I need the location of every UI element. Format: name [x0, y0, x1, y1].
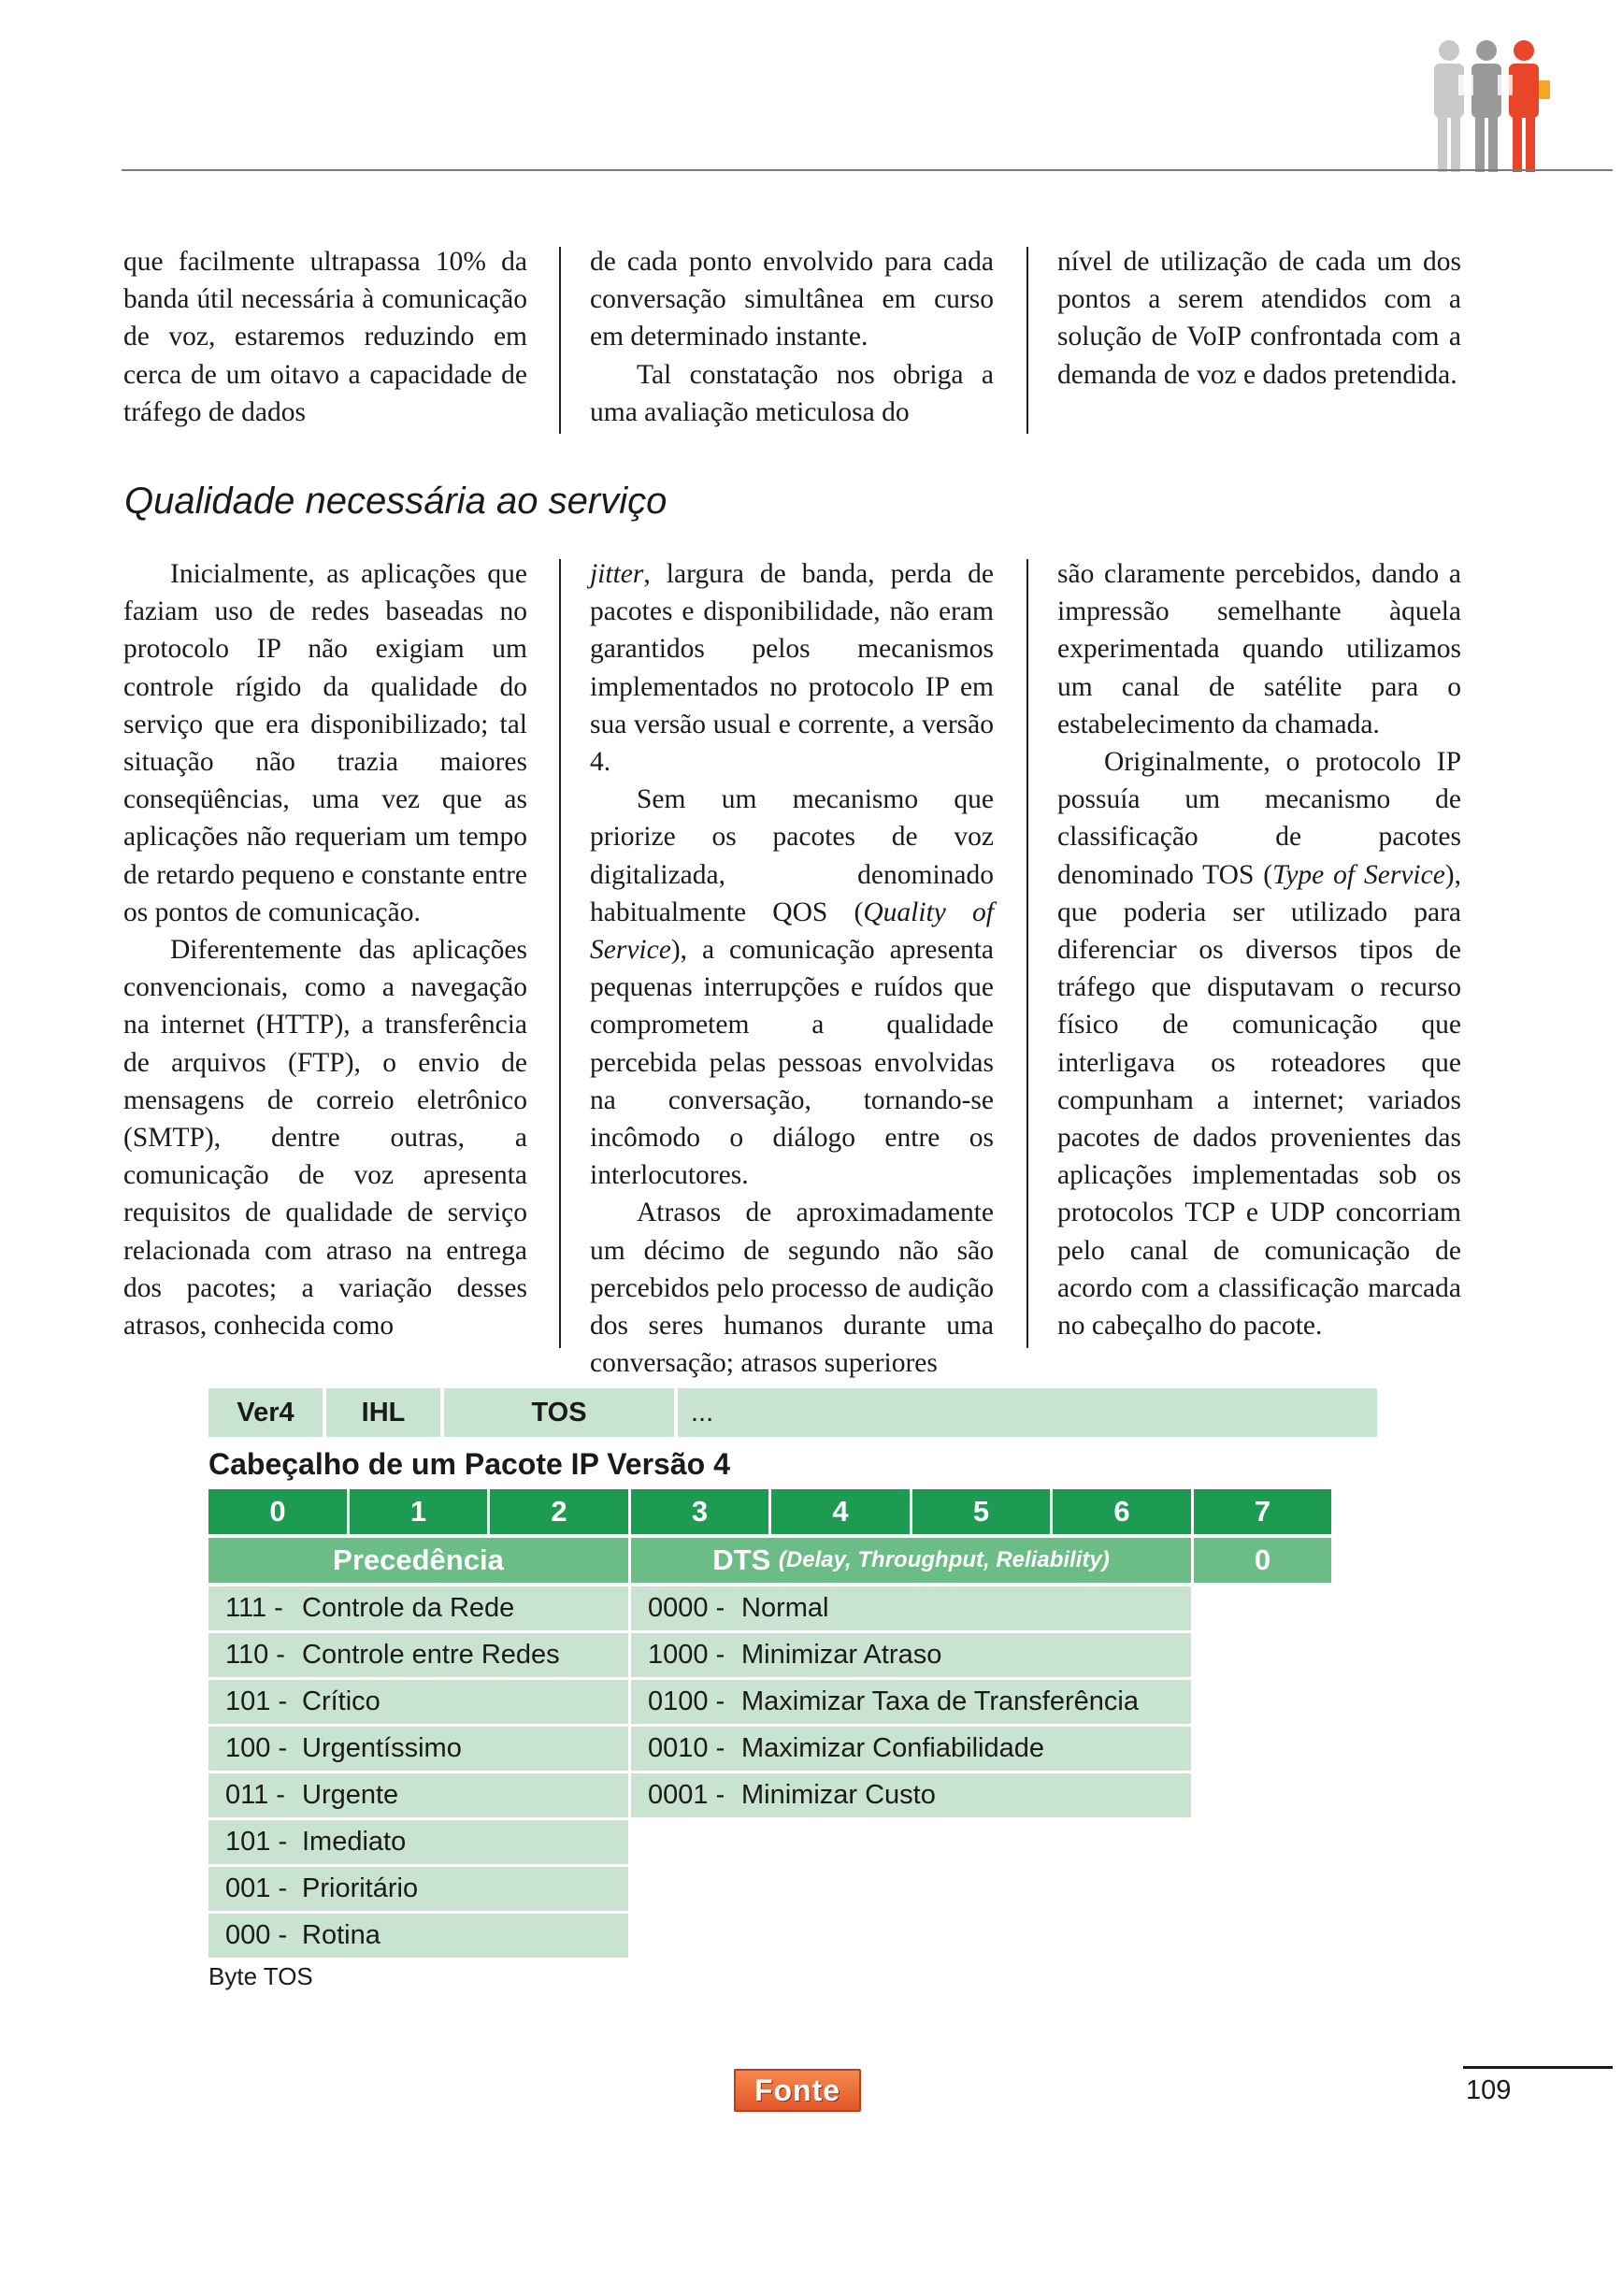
precedence-row — [208, 1586, 628, 1630]
intro-col3-text: nível de utilização de cada um dos pontos a serem atendidos com a solução de VoIP confrontada com a demanda de voz e dados pretendida. — [1057, 247, 1461, 390]
dts-row — [631, 1633, 1191, 1677]
people-logo-icon — [1421, 34, 1561, 174]
row-code: 101 - — [225, 1686, 288, 1716]
main-col2-para2-b: ), a comunicação apresenta pequenas interrupções e ruídos que comprometem a qualidade percebida pelas pessoas envolvidas na conversação, tornando-se incômodo o diálogo entre os interlocutores. — [590, 935, 994, 1191]
row-label: Urgentíssimo — [302, 1733, 462, 1763]
bit-0: 0 — [208, 1489, 347, 1534]
row-label: Controle entre Redes — [302, 1640, 560, 1670]
footer-rule — [1463, 2066, 1613, 2069]
main-col1-para2: Diferentemente das aplicações convencionais, como a navegação na internet (HTTP), a transferência de arquivos (FTP), o envio de mensagens de correio eletrônico (SMTP), dentre outras, a comunicação de voz apresenta requisitos de qualidade de serviço relacionada com atraso na entrega dos pacotes; a variação desses atrasos, conhecida como — [123, 935, 527, 1342]
ip-field-tos: TOS — [444, 1388, 674, 1437]
section-title: Qualidade necessária ao serviço — [124, 481, 667, 522]
ip-field-more: ... — [678, 1388, 1377, 1437]
bit-3: 3 — [631, 1489, 768, 1534]
header-rule — [122, 169, 1613, 171]
main-col3-para1: são claramente percebidos, dando a impressão semelhante àquela experimentada quando utilizamos um canal de satélite para o estabelecimento da chamada. — [1057, 559, 1461, 739]
row-code: 1000 - — [648, 1640, 725, 1670]
row-code: 101 - — [225, 1827, 288, 1857]
row-label: Imediato — [302, 1827, 407, 1857]
row-code: 0000 - — [648, 1593, 725, 1623]
precedence-row — [208, 1820, 628, 1864]
row-label: Urgente — [302, 1780, 399, 1810]
row-label: Rotina — [302, 1920, 380, 1950]
column-divider — [1026, 247, 1028, 434]
dts-header — [631, 1538, 1191, 1583]
main-col2-para1-rest: , largura de banda, perda de pacotes e disponibilidade, não eram garantidos pelos mecanismos implementados no protocolo IP em sua versão usual e corrente, a versão 4. — [590, 559, 994, 778]
column-divider — [559, 559, 561, 1348]
precedence-row — [208, 1773, 628, 1817]
ip-header-caption: Cabeçalho de um Pacote IP Versão 4 — [208, 1447, 730, 1481]
row-code: 100 - — [225, 1733, 288, 1763]
bit-4: 4 — [771, 1489, 910, 1534]
dts-row — [631, 1586, 1191, 1630]
intro-col2-para1: de cada ponto envolvido para cada conversação simultânea em curso em determinado instante. — [590, 247, 994, 352]
dts-sub-label: (Delay, Throughput, Reliability) — [778, 1547, 1110, 1572]
intro-column-2 — [590, 243, 994, 431]
ip-field-ver4: Ver4 — [208, 1388, 323, 1437]
row-label: Normal — [741, 1593, 829, 1623]
precedence-row — [208, 1633, 628, 1677]
dts-label: DTS — [712, 1543, 771, 1576]
row-label: Minimizar Custo — [741, 1780, 936, 1810]
dts-row — [631, 1680, 1191, 1724]
row-code: 0001 - — [648, 1780, 725, 1810]
row-code: 0100 - — [648, 1686, 725, 1716]
row-code: 110 - — [225, 1640, 285, 1670]
jitter-term: jitter — [590, 559, 644, 589]
row-code: 000 - — [225, 1920, 288, 1950]
row-label: Prioritário — [302, 1873, 419, 1903]
precedence-header: Precedência — [208, 1538, 628, 1583]
byte-tos-label: Byte TOS — [208, 1962, 313, 1990]
qos-term: Quality of Service — [590, 897, 994, 966]
bit-5: 5 — [912, 1489, 1050, 1534]
row-code: 111 - — [225, 1593, 283, 1623]
intro-col1-text: que facilmente ultrapassa 10% da banda útil necessária à comunicação de voz, estaremos reduzindo em cerca de um oitavo a capacidade de tráfego de dados — [123, 247, 527, 427]
main-col2-para3: Atrasos de aproximadamente um décimo de segundo não são percebidos pelo processo de audição dos seres humanos durante uma conversação; atrasos superiores — [590, 1198, 994, 1379]
column-divider — [559, 247, 561, 434]
row-code: 001 - — [225, 1873, 288, 1903]
bit-2: 2 — [490, 1489, 628, 1534]
column-divider — [1026, 559, 1028, 1348]
main-col3-para2 — [1057, 743, 1461, 1344]
main-column-2 — [590, 555, 994, 1382]
precedence-row — [208, 1680, 628, 1724]
intro-column-3 — [1057, 243, 1461, 394]
main-col3-para2-b: ), que poderia ser utilizado para diferenciar os diversos tipos de tráfego que disputavam o recurso físico de comunicação que interligava os roteadores que compunham a internet; variados pacotes de dados provenientes das aplicações implementadas sob os protocolos TCP e UDP concorriam pelo canal de comunicação de acordo com a classificação marcada no cabeçalho do pacote. — [1057, 859, 1461, 1342]
fonte-logo: Fonte — [734, 2069, 861, 2112]
page-number: 109 — [1466, 2075, 1512, 2105]
bit-6: 6 — [1053, 1489, 1191, 1534]
intro-col2-para2: Tal constatação nos obriga a uma avaliação meticulosa do — [590, 359, 994, 427]
main-col2-para2-a: Sem um mecanismo que priorize os pacotes de voz digitalizada, denominado habitualmente QOS ( — [590, 784, 994, 927]
ip-field-ihl: IHL — [326, 1388, 440, 1437]
precedence-row — [208, 1727, 628, 1771]
bit-1: 1 — [350, 1489, 487, 1534]
main-col2-para1 — [590, 555, 994, 781]
dts-row — [631, 1773, 1191, 1817]
main-column-1 — [123, 555, 527, 1344]
dts-row — [631, 1727, 1191, 1771]
row-label: Maximizar Confiabilidade — [741, 1733, 1044, 1763]
bit7-value: 0 — [1194, 1538, 1331, 1583]
precedence-row — [208, 1914, 628, 1958]
row-code: 0010 - — [648, 1733, 725, 1763]
precedence-row — [208, 1867, 628, 1911]
intro-column-1 — [123, 243, 527, 431]
row-label: Controle da Rede — [302, 1593, 515, 1623]
row-label: Crítico — [302, 1686, 380, 1716]
tos-term: Type of Service — [1272, 859, 1445, 890]
row-label: Maximizar Taxa de Transferência — [741, 1686, 1139, 1716]
main-column-3 — [1057, 555, 1461, 1344]
main-col1-para1: Inicialmente, as aplicações que faziam uso de redes baseadas no protocolo IP não exigiam um controle rígido da qualidade do serviço que era disponibilizado; tal situação não trazia maiores conseqüências, uma vez que as aplicações não requeriam um tempo de retardo pequeno e constante entre os pontos de comunicação. — [123, 559, 527, 927]
main-col2-para2 — [590, 781, 994, 1194]
main-col3-para2-a: Originalmente, o protocolo IP possuía um mecanismo de classificação de pacotes denominado TOS ( — [1057, 747, 1461, 890]
row-code: 011 - — [225, 1780, 285, 1810]
bit-7: 7 — [1194, 1489, 1331, 1534]
row-label: Minimizar Atraso — [741, 1640, 942, 1670]
